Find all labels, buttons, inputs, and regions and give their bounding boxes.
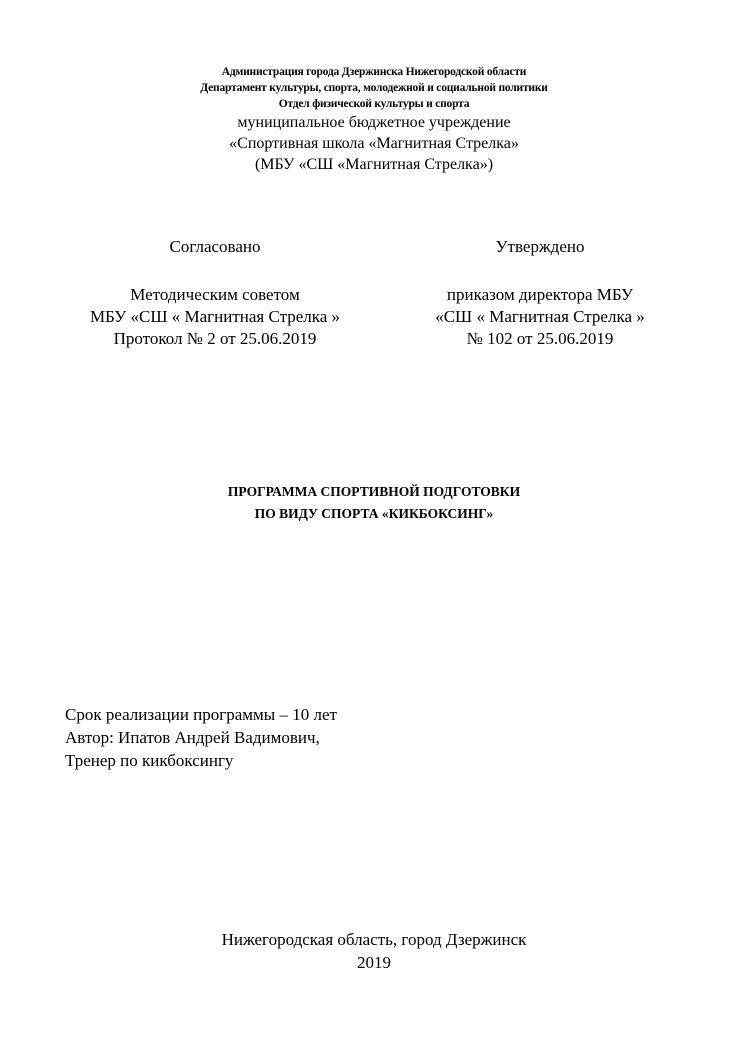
header-institution-name: «Спортивная школа «Магнитная Стрелка» [229,135,519,152]
program-title-line1: ПРОГРАММА СПОРТИВНОЙ ПОДГОТОВКИ [227,484,521,499]
header-administration: Администрация города Дзержинска Нижегородской области [221,66,527,78]
program-duration: Срок реализации программы – 10 лет [65,705,337,724]
program-author-role: Тренер по кикбоксингу [65,751,234,770]
agreed-council: Методическим советом [130,285,300,304]
footer-year: 2019 [357,953,391,972]
approved-heading: Утверждено [495,237,585,256]
header-institution-type: муниципальное бюджетное учреждение [237,114,511,131]
header-institution-abbr: (МБУ «СШ «Магнитная Стрелка») [254,156,494,173]
program-title [0,481,748,525]
program-title-line2: ПО ВИДУ СПОРТА «КИКБОКСИНГ» [254,506,494,521]
header-department: Департамент культуры, спорта, молодежной и социальной политики [200,82,548,94]
program-meta [65,703,337,772]
approved-order: приказом директора МБУ [446,285,634,304]
approval-agreed-block [40,236,390,350]
footer-place: Нижегородская область, город Дзержинск [221,930,527,949]
agreed-protocol: Протокол № 2 от 25.06.2019 [113,329,317,348]
approved-order-number: № 102 от 25.06.2019 [466,329,614,348]
header-division: Отдел физической культуры и спорта [278,98,470,110]
document-footer [0,928,748,974]
program-author: Автор: Ипатов Андрей Вадимович, [65,728,320,747]
approved-institution: «СШ « Магнитная Стрелка » [435,307,645,326]
organization-header [0,64,748,175]
agreed-heading: Согласовано [169,237,261,256]
approval-approved-block [375,236,705,350]
agreed-institution: МБУ «СШ « Магнитная Стрелка » [89,307,341,326]
